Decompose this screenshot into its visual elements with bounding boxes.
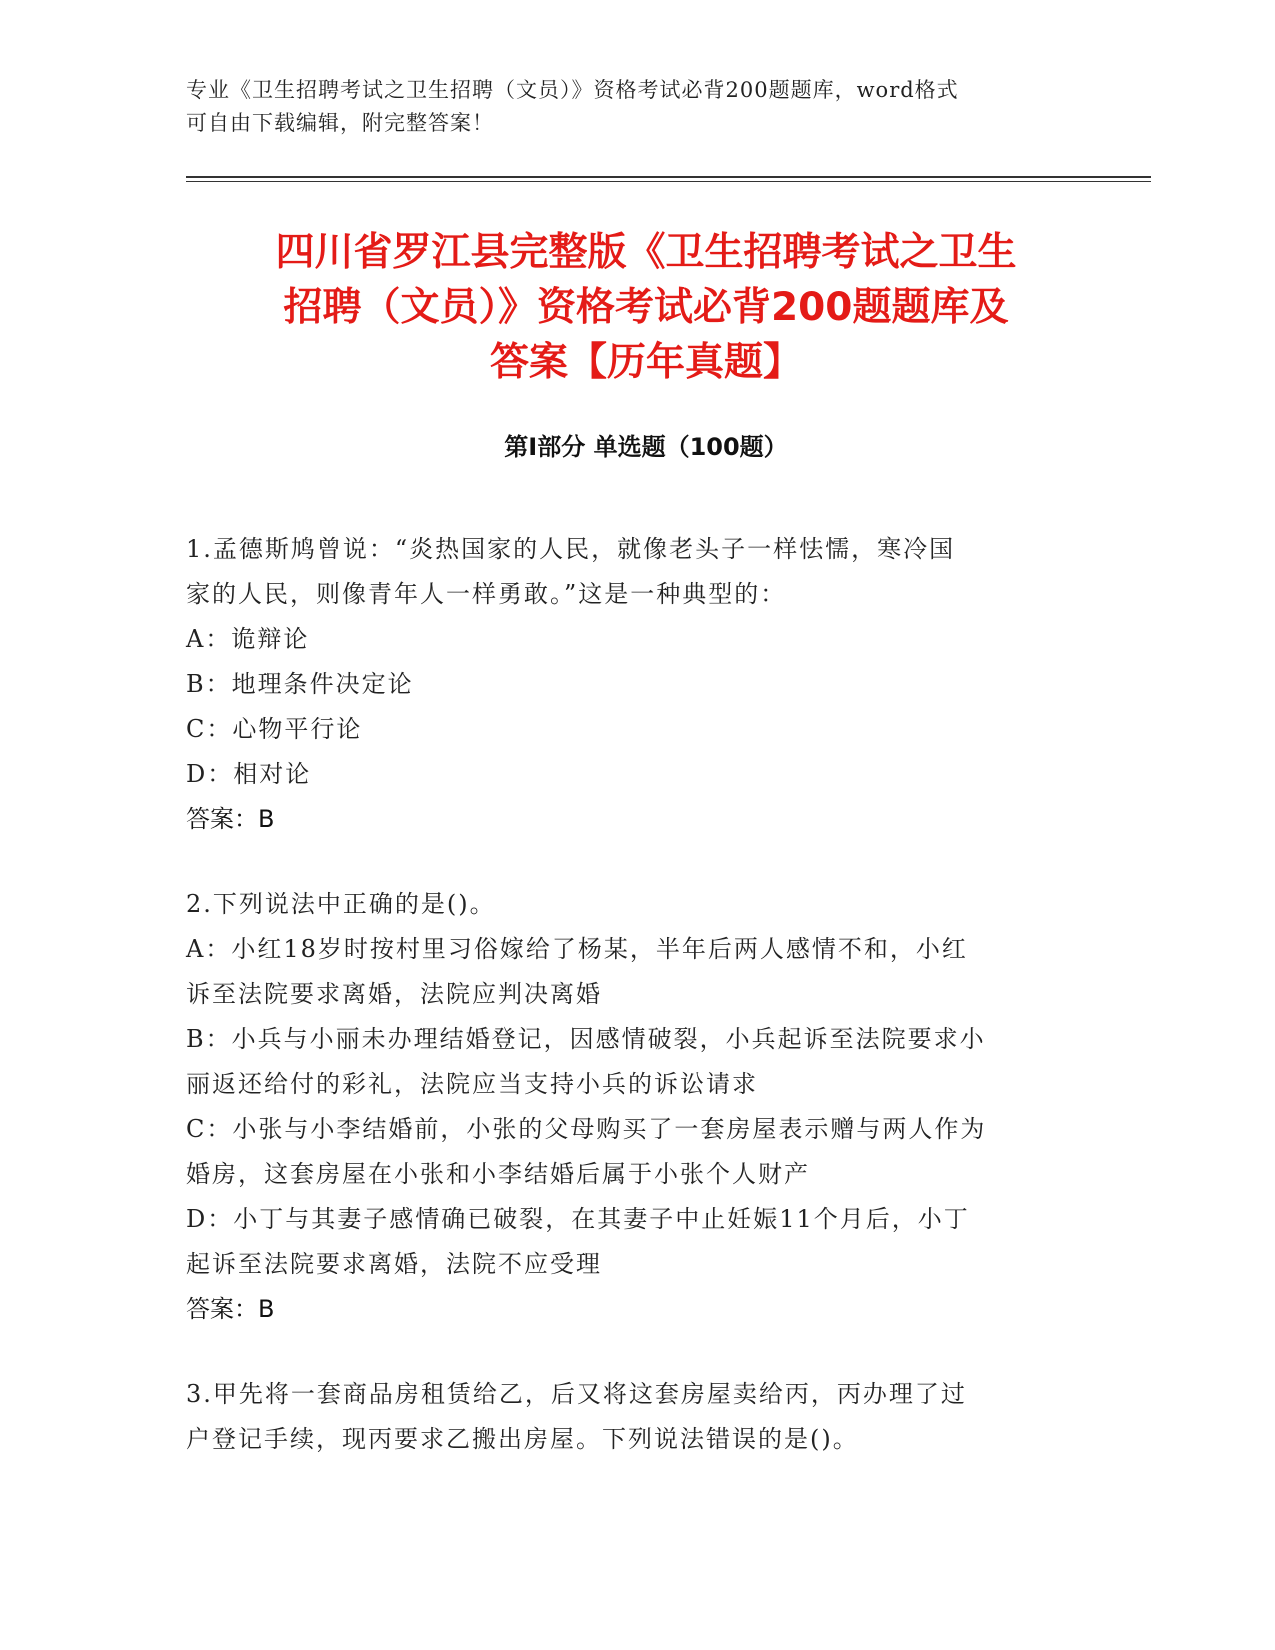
question-item [186, 527, 1076, 842]
question-list [186, 527, 1076, 1502]
question-item [186, 1372, 1076, 1462]
question-item [186, 882, 1076, 1332]
title-line: 招聘（文员）》资格考试必背200题题库及 [283, 285, 1009, 330]
document-title [186, 225, 1106, 390]
option-a: A：小红18岁时按村里习俗嫁给了杨某，半年后两人感情不和，小红 [186, 935, 968, 963]
title-line: 四川省罗江县完整版《卫生招聘考试之卫生 [275, 230, 1017, 275]
question-stem-line: 家的人民，则像青年人一样勇敢。”这是一种典型的： [186, 580, 787, 608]
question-stem-line: 1.孟德斯鸠曾说：“炎热国家的人民，就像老头子一样怯懦，寒冷国 [186, 535, 956, 563]
question-stem-line: 户登记手续，现丙要求乙搬出房屋。下列说法错误的是()。 [186, 1425, 859, 1453]
header-note-line: 可自由下载编辑，附完整答案！ [186, 111, 494, 135]
option-d-continued: 起诉至法院要求离婚，法院不应受理 [186, 1250, 602, 1278]
answer-line: 答案：B [186, 1295, 275, 1323]
header-note-line: 专业《卫生招聘考试之卫生招聘（文员）》资格考试必背200题题库，word格式 [186, 78, 959, 102]
question-stem-line: 3.甲先将一套商品房租赁给乙，后又将这套房屋卖给丙，丙办理了过 [186, 1380, 967, 1408]
option-a: A：诡辩论 [186, 625, 310, 653]
section-heading: 第Ⅰ部分 单选题（100题） [504, 433, 788, 461]
option-c: C：心物平行论 [186, 715, 363, 743]
header-note [186, 74, 1066, 140]
option-b: B：地理条件决定论 [186, 670, 414, 698]
option-c-continued: 婚房，这套房屋在小张和小李结婚后属于小张个人财产 [186, 1160, 810, 1188]
option-a-continued: 诉至法院要求离婚，法院应判决离婚 [186, 980, 602, 1008]
header-divider-thick [186, 176, 1151, 178]
option-b: B：小兵与小丽未办理结婚登记，因感情破裂，小兵起诉至法院要求小 [186, 1025, 986, 1053]
question-stem-line: 2.下列说法中正确的是()。 [186, 890, 496, 918]
answer-line: 答案：B [186, 805, 275, 833]
option-d: D：相对论 [186, 760, 312, 788]
header-divider-thin [186, 181, 1151, 182]
title-line: 答案【历年真题】 [489, 340, 802, 385]
option-b-continued: 丽返还给付的彩礼，法院应当支持小兵的诉讼请求 [186, 1070, 758, 1098]
option-d: D：小丁与其妻子感情确已破裂，在其妻子中止妊娠11个月后，小丁 [186, 1205, 970, 1233]
option-c: C：小张与小李结婚前，小张的父母购买了一套房屋表示赠与两人作为 [186, 1115, 987, 1143]
